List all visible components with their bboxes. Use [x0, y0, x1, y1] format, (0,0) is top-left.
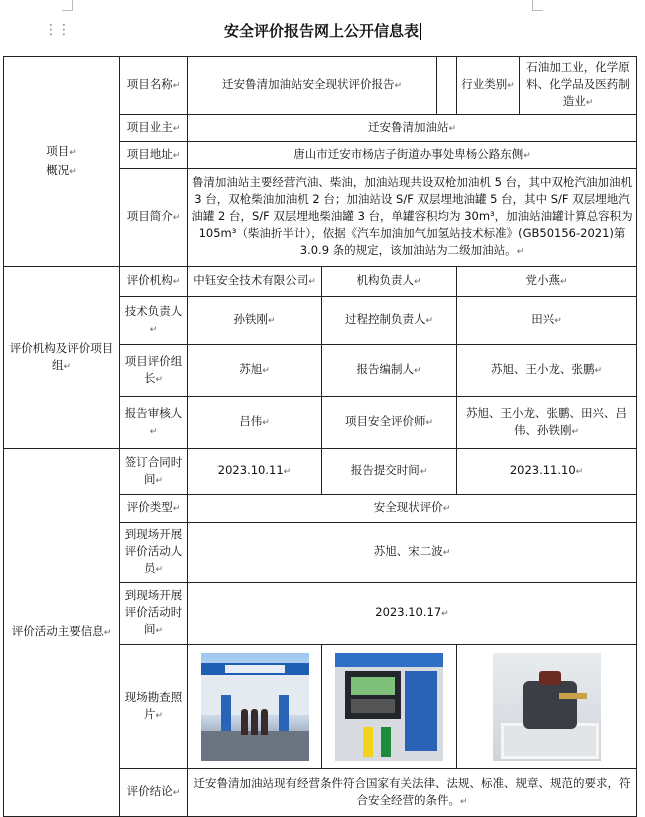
agency-head-label: 机构负责人↵ [322, 267, 457, 297]
onsite-time-value[interactable]: 2023.10.17↵ [188, 583, 637, 645]
address-value[interactable]: 唐山市迁安市杨店子街道办事处卑杨公路东侧↵ [188, 142, 637, 169]
owner-value[interactable]: 迁安鲁清加油站↵ [188, 115, 637, 142]
onsite-time-label: 到现场开展评价活动时间↵ [120, 583, 188, 645]
agency-head-value[interactable]: 党小燕↵ [457, 267, 637, 297]
intro-value[interactable]: 鲁清加油站主要经营汽油、柴油，加油站现共设双枪加油机 5 台，其中双枪汽油加油机 3 台，双枪柴油加油机 2 台；加油站设 S/F 双层埋地油罐 5 台，其中 S/F 双层埋地汽油罐 2 台，S/F 双层埋地柴油罐 3 台，单罐容积均为 30m³，加油站油罐计算总容积为 105m³（柴油折半计），依据《汽车加油加气加氢站技术标准》(GB50156-2021)第 3.0.9 条的规定，该加油站为二级加油站。↵ [188, 169, 637, 267]
text-cursor [420, 23, 421, 40]
onsite-people-value[interactable]: 苏旭、宋二波↵ [188, 523, 637, 583]
photo-cell-1 [188, 645, 322, 769]
reviewer-label: 报告审核人↵ [120, 397, 188, 449]
conclusion-value[interactable]: 迁安鲁清加油站现有经营条件符合国家有关法律、法规、标准、规章、规范的要求，符合安全经营的条件。↵ [188, 769, 637, 817]
team-leader-label: 项目评价组长↵ [120, 345, 188, 397]
photo-cell-3 [457, 645, 637, 769]
tech-head-label: 技术负责人↵ [120, 297, 188, 345]
project-name-label: 项目名称↵ [120, 57, 188, 115]
industry-label [437, 57, 457, 115]
address-label: 项目地址↵ [120, 142, 188, 169]
contract-time-value[interactable]: 2023.10.11↵ [188, 449, 322, 495]
industry-label-text: 行业类别↵ [457, 57, 520, 114]
submit-time-value[interactable]: 2023.11.10↵ [457, 449, 637, 495]
project-name-value[interactable]: 迁安鲁清加油站安全现状评价报告↵ [188, 57, 437, 115]
owner-label: 项目业主↵ [120, 115, 188, 142]
photo-cell-2 [322, 645, 457, 769]
agency-value[interactable]: 中钰安全技术有限公司↵ [188, 267, 322, 297]
conclusion-label: 评价结论↵ [120, 769, 188, 817]
contract-time-label: 签订合同时间↵ [120, 449, 188, 495]
section-activity-label: 评价活动主要信息↵ [4, 449, 120, 817]
report-author-value[interactable]: 苏旭、王小龙、张鹏↵ [457, 345, 637, 397]
safety-assessors-label: 项目安全评价师↵ [322, 397, 457, 449]
site-photo-tank-well[interactable] [493, 653, 601, 761]
onsite-people-label: 到现场开展评价活动人员↵ [120, 523, 188, 583]
type-label: 评价类型↵ [120, 495, 188, 523]
industry-value[interactable]: 石油加工业，化学原料、化学品及医药制造业↵ [526, 60, 630, 108]
table-move-handle-icon[interactable]: ⋮⋮ [44, 22, 70, 38]
type-value[interactable]: 安全现状评价↵ [188, 495, 637, 523]
intro-label: 项目简介↵ [120, 169, 188, 267]
industry-cell[interactable] [457, 57, 637, 115]
report-author-label: 报告编制人↵ [322, 345, 457, 397]
reviewer-value[interactable]: 吕伟↵ [188, 397, 322, 449]
section-org-label: 评价机构及评价项目组↵ [4, 267, 120, 449]
submit-time-label: 报告提交时间↵ [322, 449, 457, 495]
process-head-label: 过程控制负责人↵ [322, 297, 457, 345]
info-table [3, 56, 637, 817]
process-head-value[interactable]: 田兴↵ [457, 297, 637, 345]
agency-label: 评价机构↵ [120, 267, 188, 297]
site-photo-fuel-dispenser[interactable] [335, 653, 443, 761]
page-corner-mark [62, 0, 73, 11]
photos-label: 现场勘查照片↵ [120, 645, 188, 769]
page-corner-mark [532, 0, 543, 11]
section-overview-label: 项目↵ 概况↵ [4, 57, 120, 267]
safety-assessors-value[interactable]: 苏旭、王小龙、张鹏、田兴、吕伟、孙铁刚↵ [457, 397, 637, 449]
team-leader-value[interactable]: 苏旭↵ [188, 345, 322, 397]
tech-head-value[interactable]: 孙铁刚↵ [188, 297, 322, 345]
site-photo-station-front[interactable] [201, 653, 309, 761]
document-title: 安全评价报告网上公开信息表 [223, 22, 419, 40]
